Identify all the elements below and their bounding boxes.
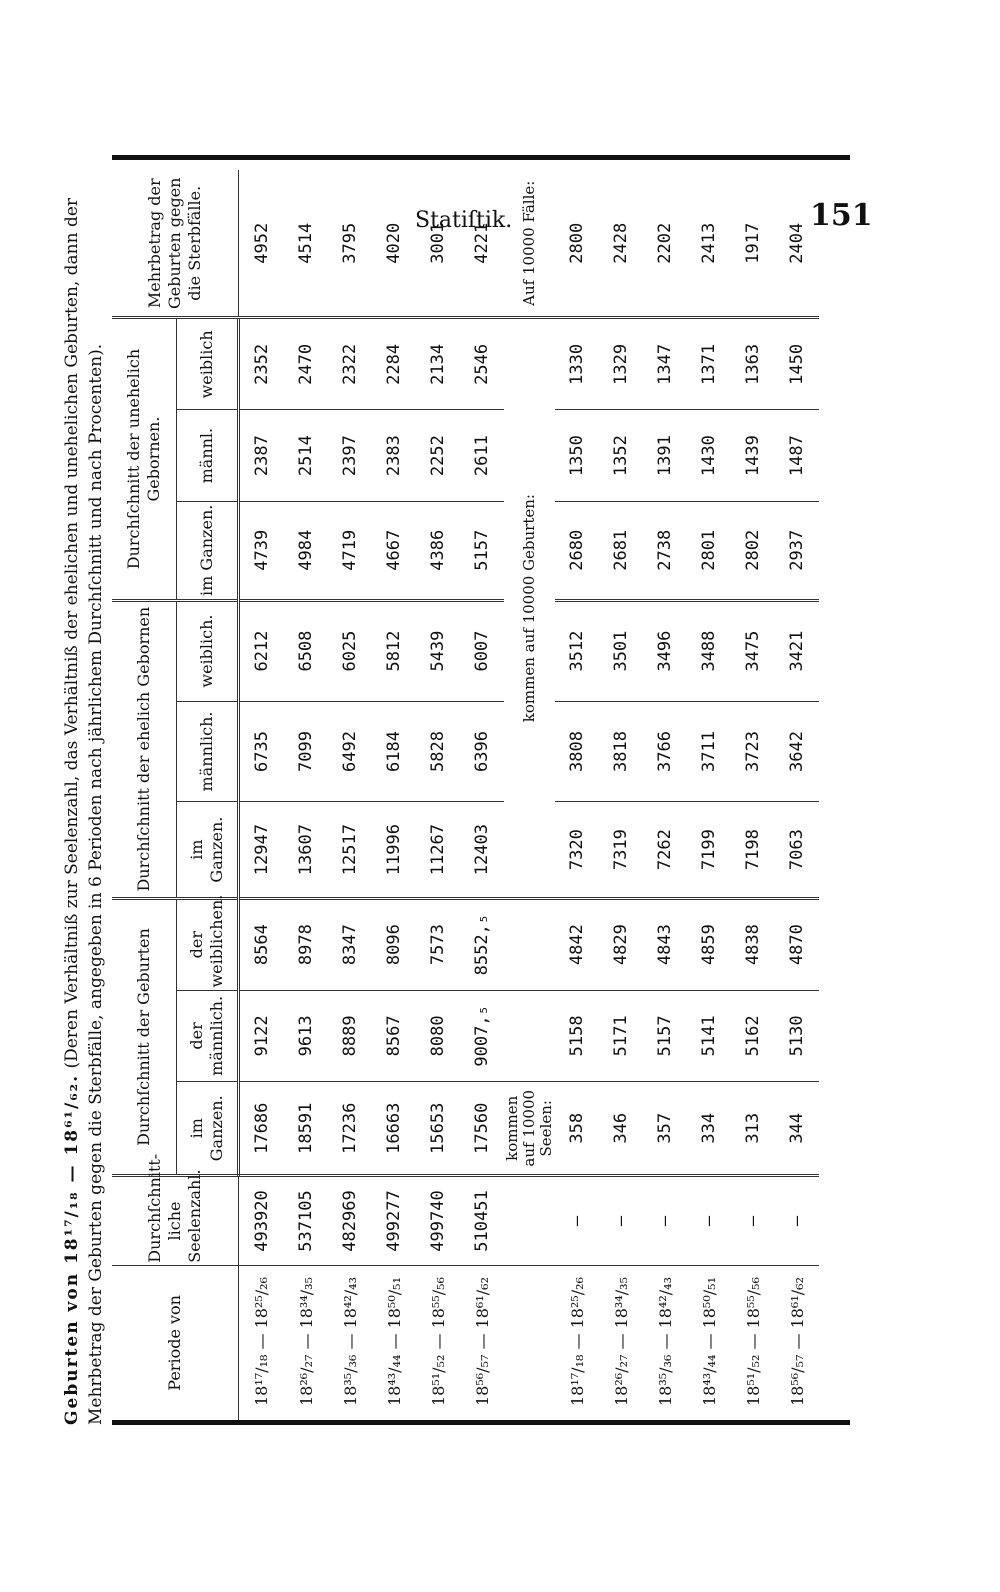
cell-lf: 3475 xyxy=(731,600,775,701)
col-legitimate-group: Durchſchnitt der ehelich Gebornen xyxy=(112,600,177,898)
table-row xyxy=(643,170,687,1420)
cell-lf: 6212 xyxy=(239,600,285,701)
cell-s: 1917 xyxy=(731,170,775,318)
cell-pop: 510451 xyxy=(460,1176,504,1265)
cell-if: 1363 xyxy=(731,318,775,410)
cell-if: 1450 xyxy=(775,318,819,410)
col-births-group: Durchſchnitt der Geburten xyxy=(112,898,177,1176)
col-legit-total: im Ganzen. xyxy=(177,802,239,898)
col-illegit-total: im Ganzen. xyxy=(177,501,239,600)
cell-im: 1487 xyxy=(775,410,819,502)
cell-bt: 16663 xyxy=(372,1082,416,1176)
cell-lf: 6007 xyxy=(460,600,504,701)
cell-it: 4667 xyxy=(372,501,416,600)
cell-bm: 8080 xyxy=(416,990,460,1082)
cell-lf: 3501 xyxy=(599,600,643,701)
col-avg-population: Durchſchnitt-liche Seelenzahl. xyxy=(112,1176,239,1265)
table-row xyxy=(284,170,328,1420)
cell-lf: 3512 xyxy=(555,600,599,701)
cell-bt: 344 xyxy=(775,1082,819,1176)
cell-s: 3795 xyxy=(328,170,372,318)
cell-if: 2322 xyxy=(328,318,372,410)
cell-bf: 8096 xyxy=(372,898,416,990)
cell-im: 1350 xyxy=(555,410,599,502)
cell-bt: 18591 xyxy=(284,1082,328,1176)
cell-period: 18⁵⁶/₅₇ — 18⁶¹/₆₂ xyxy=(787,1277,807,1406)
cell-im: 2514 xyxy=(284,410,328,502)
caption-line-2: Mehrbetrag der Geburten gegen die Sterbfälle, angegeben in 6 Perioden nach jährlichem Durchſchnitt und nach Procenten). xyxy=(86,343,106,1425)
cell-bf: 7573 xyxy=(416,898,460,990)
col-legit-female: weiblich. xyxy=(177,600,239,701)
cell-bm: 5141 xyxy=(687,990,731,1082)
cell-bt: 15653 xyxy=(416,1082,460,1176)
cell-it: 2680 xyxy=(555,501,599,600)
table-caption xyxy=(60,165,108,1425)
cell-pop: 482969 xyxy=(328,1176,372,1265)
cell-bm: 5130 xyxy=(775,990,819,1082)
cell-pop: — xyxy=(643,1176,687,1265)
cell-im: 1430 xyxy=(687,410,731,502)
cell-it: 2937 xyxy=(775,501,819,600)
cell-bm: 5158 xyxy=(555,990,599,1082)
cell-lf: 3421 xyxy=(775,600,819,701)
col-illegit-female: weiblich xyxy=(177,318,239,410)
statistics-table xyxy=(112,170,819,1420)
cell-it: 4984 xyxy=(284,501,328,600)
cell-pop: 537105 xyxy=(284,1176,328,1265)
cell-bf: 4829 xyxy=(599,898,643,990)
cell-im: 2252 xyxy=(416,410,460,502)
cell-bf: 4843 xyxy=(643,898,687,990)
cell-lm: 6492 xyxy=(328,701,372,802)
running-head xyxy=(0,100,1000,233)
note-per-deaths: Auf 10000 Fälle: xyxy=(504,170,555,318)
cell-bm: 8567 xyxy=(372,990,416,1082)
cell-bf: 8347 xyxy=(328,898,372,990)
cell-pop: — xyxy=(775,1176,819,1265)
cell-lm: 6735 xyxy=(239,701,285,802)
cell-period: 18⁴³/₄₄ — 18⁵⁰/₅₁ xyxy=(699,1277,719,1406)
page-number: 151 xyxy=(810,198,873,233)
cell-bf: 4859 xyxy=(687,898,731,990)
cell-lt: 12403 xyxy=(460,802,504,898)
cell-if: 1371 xyxy=(687,318,731,410)
cell-s: 4952 xyxy=(239,170,285,318)
cell-lm: 3642 xyxy=(775,701,819,802)
cell-s: 2800 xyxy=(555,170,599,318)
table-row xyxy=(599,170,643,1420)
cell-bt: 17236 xyxy=(328,1082,372,1176)
cell-lm: 3808 xyxy=(555,701,599,802)
cell-s: 4514 xyxy=(284,170,328,318)
cell-lm: 3818 xyxy=(599,701,643,802)
cell-bm: 8889 xyxy=(328,990,372,1082)
cell-bm: 5157 xyxy=(643,990,687,1082)
cell-s: 4221 xyxy=(460,170,504,318)
cell-bm: 5162 xyxy=(731,990,775,1082)
cell-period: 18⁵⁶/₅₇ — 18⁶¹/₆₂ xyxy=(472,1277,492,1406)
cell-im: 1391 xyxy=(643,410,687,502)
cell-bt: 17560 xyxy=(460,1082,504,1176)
note-per-souls: kommen auf 10000 Seelen: xyxy=(504,1082,555,1176)
cell-im: 2383 xyxy=(372,410,416,502)
table-row xyxy=(372,170,416,1420)
cell-im: 1352 xyxy=(599,410,643,502)
cell-bt: 358 xyxy=(555,1082,599,1176)
cell-if: 2546 xyxy=(460,318,504,410)
cell-s: 2202 xyxy=(643,170,687,318)
cell-pop: — xyxy=(687,1176,731,1265)
note-row xyxy=(504,170,555,1420)
cell-lm: 6184 xyxy=(372,701,416,802)
cell-lt: 7063 xyxy=(775,802,819,898)
cell-lt: 12947 xyxy=(239,802,285,898)
cell-im: 1439 xyxy=(731,410,775,502)
cell-pop: — xyxy=(599,1176,643,1265)
cell-if: 2284 xyxy=(372,318,416,410)
note-per-births: kommen auf 10000 Geburten: xyxy=(504,318,555,898)
col-period: Periode von xyxy=(112,1265,239,1420)
caption-line-1 xyxy=(60,165,84,1425)
cell-it: 4739 xyxy=(239,501,285,600)
cell-im: 2397 xyxy=(328,410,372,502)
cell-bt: 17686 xyxy=(239,1082,285,1176)
cell-lm: 6396 xyxy=(460,701,504,802)
cell-bf: 8978 xyxy=(284,898,328,990)
col-illegitimate-group: Durchſchnitt der unehelich Gebornen. xyxy=(112,318,177,600)
cell-period: 18¹⁷/₁₈ — 18²⁵/₂₆ xyxy=(567,1277,587,1406)
cell-it: 5157 xyxy=(460,501,504,600)
cell-period: 18³⁵/₃₆ — 18⁴²/₄₃ xyxy=(655,1277,675,1406)
col-surplus: Mehrbetrag der Geburten gegen die Sterbfälle. xyxy=(112,170,239,318)
cell-lm: 5828 xyxy=(416,701,460,802)
cell-it: 2801 xyxy=(687,501,731,600)
table-row xyxy=(555,170,599,1420)
cell-bm: 9122 xyxy=(239,990,285,1082)
cell-lt: 7198 xyxy=(731,802,775,898)
cell-lf: 5439 xyxy=(416,600,460,701)
cell-s: 2428 xyxy=(599,170,643,318)
cell-lt: 11996 xyxy=(372,802,416,898)
table-row xyxy=(416,170,460,1420)
table-row xyxy=(328,170,372,1420)
cell-bt: 313 xyxy=(731,1082,775,1176)
col-births-total: im Ganzen. xyxy=(177,1082,239,1176)
cell-period: 18⁵¹/₅₂ — 18⁵⁵/₅₆ xyxy=(428,1277,448,1406)
cell-lf: 6025 xyxy=(328,600,372,701)
caption-lead: Geburten von 18¹⁷/₁₈ — 18⁶¹/₆₂. xyxy=(62,1073,82,1425)
table-row xyxy=(775,170,819,1420)
cell-lm: 3766 xyxy=(643,701,687,802)
cell-lm: 3723 xyxy=(731,701,775,802)
cell-s: 2413 xyxy=(687,170,731,318)
cell-period: 18⁵¹/₅₂ — 18⁵⁵/₅₆ xyxy=(743,1277,763,1406)
cell-im: 2611 xyxy=(460,410,504,502)
cell-lt: 13607 xyxy=(284,802,328,898)
cell-bm: 9613 xyxy=(284,990,328,1082)
cell-im: 2387 xyxy=(239,410,285,502)
cell-lf: 5812 xyxy=(372,600,416,701)
cell-bt: 334 xyxy=(687,1082,731,1176)
cell-lm: 3711 xyxy=(687,701,731,802)
table-body xyxy=(239,170,820,1420)
cell-s: 4020 xyxy=(372,170,416,318)
section-title: Statiſtik. xyxy=(415,208,513,233)
cell-bm: 5171 xyxy=(599,990,643,1082)
cell-bf: 8552,₅ xyxy=(460,898,504,990)
cell-if: 2470 xyxy=(284,318,328,410)
table-row xyxy=(687,170,731,1420)
cell-bt: 357 xyxy=(643,1082,687,1176)
cell-lt: 7319 xyxy=(599,802,643,898)
cell-pop: 493920 xyxy=(239,1176,285,1265)
col-illegit-male: männl. xyxy=(177,410,239,502)
cell-bf: 4870 xyxy=(775,898,819,990)
col-births-male: der männlich. xyxy=(177,990,239,1082)
rotated-table-block xyxy=(60,165,850,1425)
caption-text-1: (Deren Verhältniß zur Seelenzahl, das Verhältniß der ehelichen und unehelichen Geburten, dann der xyxy=(62,197,82,1069)
cell-lt: 11267 xyxy=(416,802,460,898)
cell-bt: 346 xyxy=(599,1082,643,1176)
cell-lf: 3488 xyxy=(687,600,731,701)
cell-if: 2352 xyxy=(239,318,285,410)
cell-lf: 6508 xyxy=(284,600,328,701)
cell-lt: 7262 xyxy=(643,802,687,898)
cell-lf: 3496 xyxy=(643,600,687,701)
cell-period: 18³⁵/₃₆ — 18⁴²/₄₃ xyxy=(340,1277,360,1406)
cell-s: 2404 xyxy=(775,170,819,318)
cell-bf: 4838 xyxy=(731,898,775,990)
col-legit-male: männlich. xyxy=(177,701,239,802)
cell-pop: — xyxy=(731,1176,775,1265)
cell-if: 1329 xyxy=(599,318,643,410)
cell-bf: 4842 xyxy=(555,898,599,990)
cell-lm: 7099 xyxy=(284,701,328,802)
cell-it: 2738 xyxy=(643,501,687,600)
table-row xyxy=(731,170,775,1420)
cell-bf: 8564 xyxy=(239,898,285,990)
cell-lt: 12517 xyxy=(328,802,372,898)
cell-pop: 499277 xyxy=(372,1176,416,1265)
table-frame xyxy=(112,155,850,1425)
cell-period: 18¹⁷/₁₈ — 18²⁵/₂₆ xyxy=(252,1277,271,1406)
table-row xyxy=(239,170,285,1420)
cell-lt: 7320 xyxy=(555,802,599,898)
cell-pop: 499740 xyxy=(416,1176,460,1265)
cell-bm: 9007,₅ xyxy=(460,990,504,1082)
cell-it: 4719 xyxy=(328,501,372,600)
cell-lt: 7199 xyxy=(687,802,731,898)
table-row xyxy=(460,170,504,1420)
cell-period: 18⁴³/₄₄ — 18⁵⁰/₅₁ xyxy=(384,1277,404,1406)
cell-it: 4386 xyxy=(416,501,460,600)
cell-pop: — xyxy=(555,1176,599,1265)
cell-if: 2134 xyxy=(416,318,460,410)
cell-it: 2681 xyxy=(599,501,643,600)
cell-if: 1330 xyxy=(555,318,599,410)
cell-if: 1347 xyxy=(643,318,687,410)
cell-period: 18²⁶/₂₇ — 18³⁴/₃₅ xyxy=(611,1277,631,1406)
col-births-female: der weiblichen. xyxy=(177,898,239,990)
cell-s: 3001 xyxy=(416,170,460,318)
cell-it: 2802 xyxy=(731,501,775,600)
cell-period: 18²⁶/₂₇ — 18³⁴/₃₅ xyxy=(296,1277,316,1406)
